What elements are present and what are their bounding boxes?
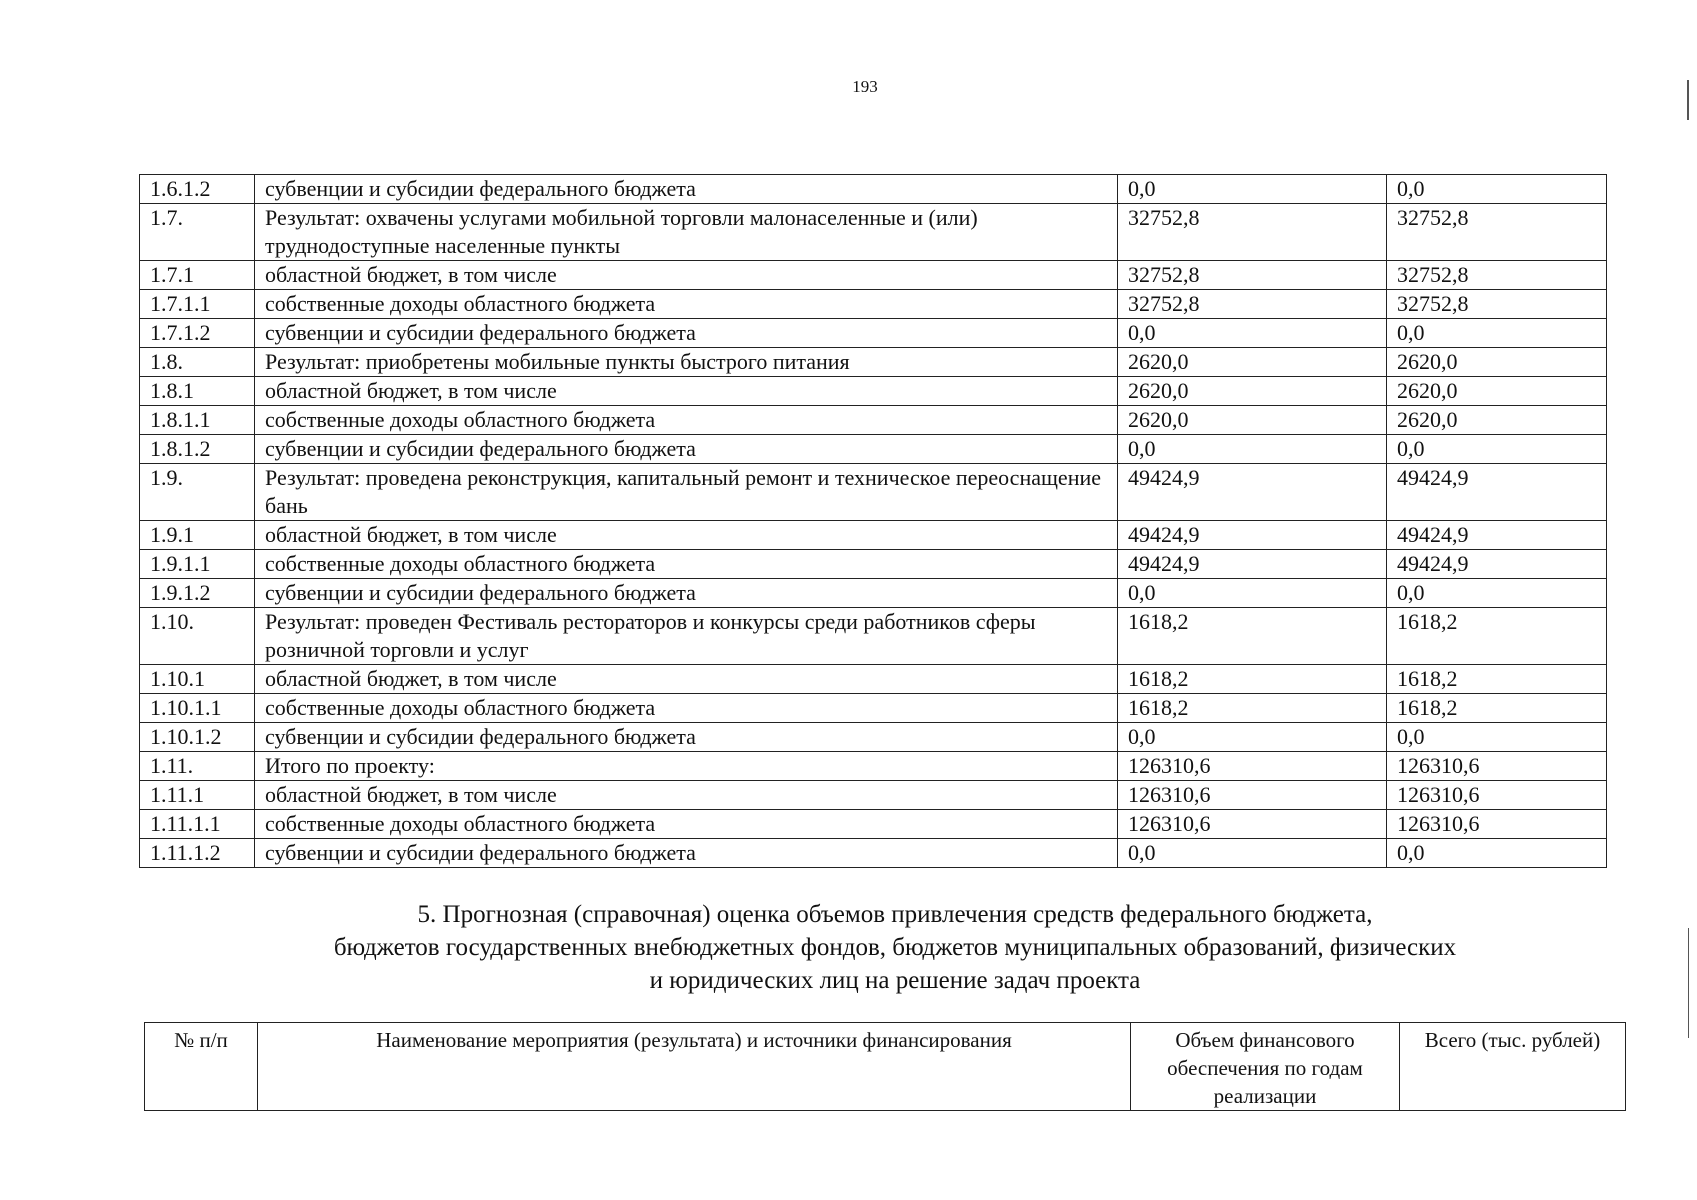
table-row (140, 521, 1607, 550)
row-year-value: 2620,0 (1118, 406, 1387, 435)
row-name: областной бюджет, в том числе (255, 377, 1118, 406)
row-year-value: 2620,0 (1118, 377, 1387, 406)
row-total-value: 0,0 (1387, 579, 1607, 608)
row-number: 1.8.1.2 (140, 435, 255, 464)
row-number: 1.7.1.2 (140, 319, 255, 348)
row-number: 1.9.1.1 (140, 550, 255, 579)
row-year-value: 126310,6 (1118, 810, 1387, 839)
row-number: 1.11. (140, 752, 255, 781)
row-name: собственные доходы областного бюджета (255, 810, 1118, 839)
row-name: областной бюджет, в том числе (255, 781, 1118, 810)
row-name: Результат: проведена реконструкция, капитальный ремонт и техническое переоснащение бань (255, 464, 1118, 521)
row-number: 1.6.1.2 (140, 175, 255, 204)
row-year-value: 0,0 (1118, 175, 1387, 204)
table-row (140, 435, 1607, 464)
header-cell-volume: Объем финансового обеспечения по годам реализации (1131, 1023, 1400, 1111)
section-heading-line: бюджетов государственных внебюджетных фондов, бюджетов муниципальных образований, физических (333, 934, 1457, 961)
row-total-value: 0,0 (1387, 723, 1607, 752)
row-total-value: 0,0 (1387, 839, 1607, 868)
row-total-value: 1618,2 (1387, 608, 1607, 665)
table-row (140, 464, 1607, 521)
row-name: Результат: проведен Фестиваль рестораторов и конкурсы среди работников сферы розничной торговли и услуг (255, 608, 1118, 665)
row-number: 1.10.1.2 (140, 723, 255, 752)
row-year-value: 0,0 (1118, 839, 1387, 868)
row-name: собственные доходы областного бюджета (255, 290, 1118, 319)
row-total-value: 32752,8 (1387, 290, 1607, 319)
budget-table (139, 174, 1607, 868)
section-heading-line: и юридических лиц на решение задач проекта (649, 967, 1141, 994)
financing-header-table (144, 1022, 1626, 1111)
row-number: 1.7.1 (140, 261, 255, 290)
table-row (140, 175, 1607, 204)
row-total-value: 126310,6 (1387, 752, 1607, 781)
table-row (140, 406, 1607, 435)
row-name: собственные доходы областного бюджета (255, 406, 1118, 435)
table-row (140, 839, 1607, 868)
budget-table-body (140, 175, 1607, 868)
table-row (140, 810, 1607, 839)
row-name: субвенции и субсидии федерального бюджета (255, 723, 1118, 752)
row-number: 1.11.1 (140, 781, 255, 810)
row-total-value: 0,0 (1387, 319, 1607, 348)
row-total-value: 49424,9 (1387, 521, 1607, 550)
row-year-value: 0,0 (1118, 723, 1387, 752)
row-total-value: 126310,6 (1387, 781, 1607, 810)
row-year-value: 32752,8 (1118, 290, 1387, 319)
row-total-value: 2620,0 (1387, 406, 1607, 435)
table-row (140, 608, 1607, 665)
row-total-value: 32752,8 (1387, 204, 1607, 261)
table-row (140, 752, 1607, 781)
row-name: областной бюджет, в том числе (255, 665, 1118, 694)
row-number: 1.9.1 (140, 521, 255, 550)
row-number: 1.10.1.1 (140, 694, 255, 723)
table-row (140, 377, 1607, 406)
row-name: Итого по проекту: (255, 752, 1118, 781)
table-row (140, 665, 1607, 694)
row-name: субвенции и субсидии федерального бюджета (255, 319, 1118, 348)
row-name: Результат: приобретены мобильные пункты быстрого питания (255, 348, 1118, 377)
row-total-value: 1618,2 (1387, 665, 1607, 694)
row-year-value: 1618,2 (1118, 694, 1387, 723)
table-row (140, 290, 1607, 319)
header-row (145, 1023, 1626, 1111)
scan-edge-mark (1688, 928, 1689, 1038)
row-year-value: 126310,6 (1118, 781, 1387, 810)
row-total-value: 49424,9 (1387, 464, 1607, 521)
row-year-value: 1618,2 (1118, 608, 1387, 665)
row-year-value: 1618,2 (1118, 665, 1387, 694)
row-total-value: 126310,6 (1387, 810, 1607, 839)
row-number: 1.10. (140, 608, 255, 665)
row-year-value: 49424,9 (1118, 464, 1387, 521)
row-total-value: 2620,0 (1387, 377, 1607, 406)
row-number: 1.10.1 (140, 665, 255, 694)
row-year-value: 32752,8 (1118, 261, 1387, 290)
table-row (140, 781, 1607, 810)
row-total-value: 1618,2 (1387, 694, 1607, 723)
table-row (140, 204, 1607, 261)
row-number: 1.7. (140, 204, 255, 261)
row-name: субвенции и субсидии федерального бюджета (255, 579, 1118, 608)
row-name: областной бюджет, в том числе (255, 521, 1118, 550)
table-row (140, 550, 1607, 579)
header-cell-number: № п/п (145, 1023, 258, 1111)
row-name: собственные доходы областного бюджета (255, 550, 1118, 579)
row-name: субвенции и субсидии федерального бюджета (255, 435, 1118, 464)
row-year-value: 126310,6 (1118, 752, 1387, 781)
row-year-value: 2620,0 (1118, 348, 1387, 377)
table-row (140, 579, 1607, 608)
table-row (140, 694, 1607, 723)
row-number: 1.8. (140, 348, 255, 377)
row-total-value: 0,0 (1387, 175, 1607, 204)
row-name: субвенции и субсидии федерального бюджета (255, 839, 1118, 868)
header-cell-name: Наименование мероприятия (результата) и источники финансирования (258, 1023, 1131, 1111)
table-row (140, 261, 1607, 290)
row-year-value: 0,0 (1118, 435, 1387, 464)
row-name: Результат: охвачены услугами мобильной торговли малонаселенные и (или) труднодоступные населенные пункты (255, 204, 1118, 261)
table-row (140, 348, 1607, 377)
row-total-value: 49424,9 (1387, 550, 1607, 579)
row-number: 1.11.1.1 (140, 810, 255, 839)
page-number: 193 (852, 77, 878, 96)
section-heading-line: 5. Прогнозная (справочная) оценка объемов привлечения средств федерального бюджета, (417, 901, 1373, 928)
row-year-value: 49424,9 (1118, 521, 1387, 550)
row-number: 1.9.1.2 (140, 579, 255, 608)
row-year-value: 49424,9 (1118, 550, 1387, 579)
row-total-value: 2620,0 (1387, 348, 1607, 377)
row-name: субвенции и субсидии федерального бюджета (255, 175, 1118, 204)
row-number: 1.11.1.2 (140, 839, 255, 868)
row-name: областной бюджет, в том числе (255, 261, 1118, 290)
row-total-value: 0,0 (1387, 435, 1607, 464)
row-name: собственные доходы областного бюджета (255, 694, 1118, 723)
row-total-value: 32752,8 (1387, 261, 1607, 290)
header-cell-total: Всего (тыс. рублей) (1400, 1023, 1626, 1111)
row-year-value: 0,0 (1118, 319, 1387, 348)
row-number: 1.8.1.1 (140, 406, 255, 435)
scan-edge-mark (1687, 80, 1689, 120)
row-year-value: 32752,8 (1118, 204, 1387, 261)
section-heading (120, 898, 1670, 997)
row-year-value: 0,0 (1118, 579, 1387, 608)
table-row (140, 319, 1607, 348)
table-row (140, 723, 1607, 752)
row-number: 1.7.1.1 (140, 290, 255, 319)
row-number: 1.8.1 (140, 377, 255, 406)
row-number: 1.9. (140, 464, 255, 521)
